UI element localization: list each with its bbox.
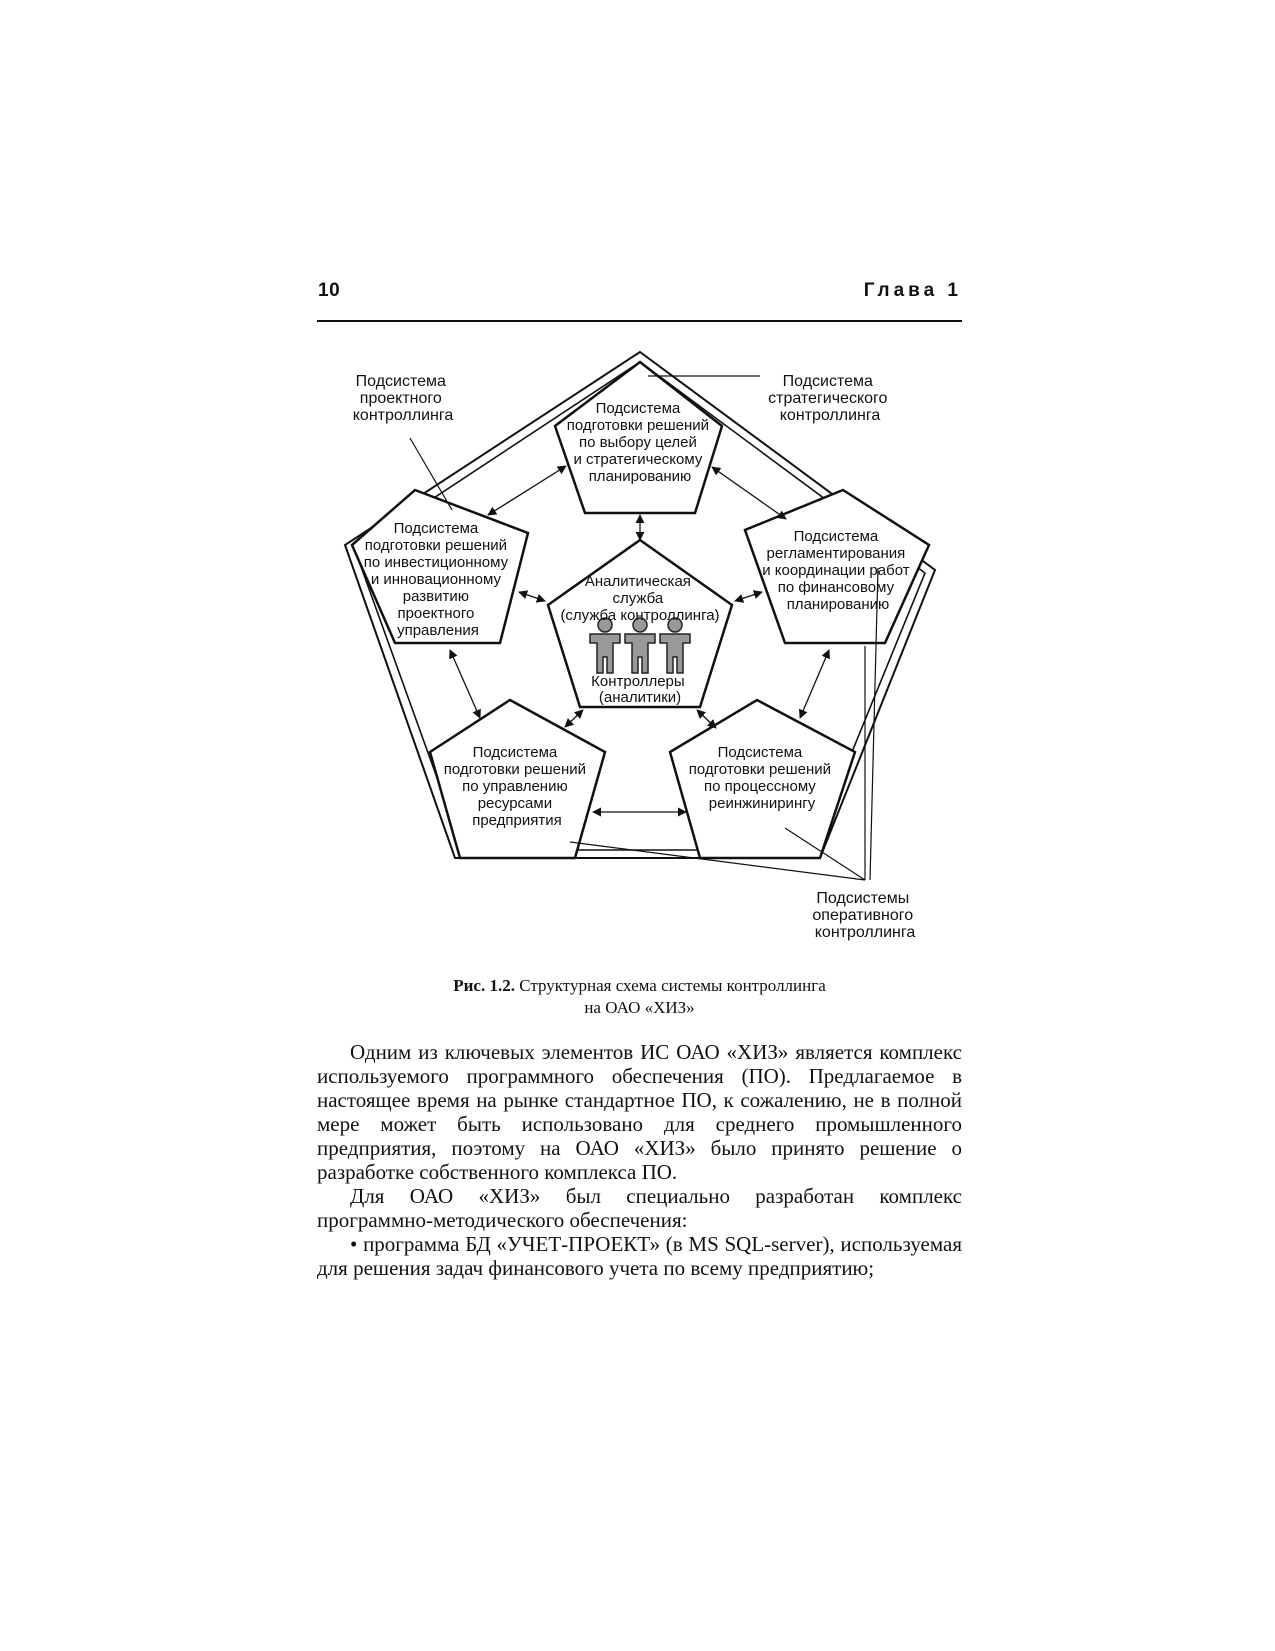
chapter-title: Глава 1 [863, 280, 962, 301]
arrow-left-bottomleft [450, 650, 480, 718]
node-top-label: Подсистема подготовки решений по выбору целей и стратегическому планированию [566, 400, 710, 485]
node-left-label: Подсистема подготовки решений по инвестиционному и инновационному развитию проектного управления [363, 520, 509, 639]
paragraph-1: Одним из ключевых элементов ИС ОАО «ХИЗ» является комплекс используемого программного обеспечения (ПО). Предлагаемое в настоящее время на рынке стандартное ПО, к сожалению, не в полной мере может быть использовано для среднего промышленного предприятия, поэтому на ОАО «ХИЗ» было принято решение о разработке собственного комплекса ПО. [317, 1040, 962, 1184]
node-bottom-right-label: Подсистема подготовки решений по процессному реинжинирингу [688, 744, 832, 812]
paragraph-2: Для ОАО «ХИЗ» был специально разработан комплекс программно-методического обеспечения: [317, 1184, 962, 1232]
arrow-top-right [712, 467, 786, 519]
node-right-label: Подсистема регламентирования и координации работ по финансовому планированию [762, 528, 910, 613]
paragraph-3: • программа БД «УЧЕТ-ПРОЕКТ» (в MS SQL-server), используемая для решения задач финансового учета по всему предприятию; [317, 1232, 962, 1280]
caption-line2: на ОАО «ХИЗ» [584, 998, 695, 1017]
caption-line1: Структурная схема системы контроллинга [514, 976, 826, 995]
arrow-right-center [735, 592, 762, 601]
node-center-title: Аналитическая служба (служба контроллинга) [560, 573, 720, 624]
label-project-controlling: Подсистема проектного контроллинга [352, 373, 454, 424]
arrow-left-center [519, 592, 545, 601]
arrow-right-bottomright [800, 650, 829, 718]
arrow-center-bottomleft [565, 710, 583, 727]
arrow-center-bottomright [697, 710, 716, 728]
label-strategic-controlling: Подсистема стратегического контроллинга [768, 373, 888, 424]
page-number: 10 [318, 280, 341, 301]
arrow-top-left [488, 466, 566, 515]
node-center-subtitle: Контроллеры (аналитики) [591, 673, 685, 706]
caption-label: Рис. 1.2. [453, 976, 515, 995]
figure-caption [317, 975, 962, 1019]
label-operational-controlling: Подсистемы оперативного контроллинга [812, 890, 916, 941]
body-text [317, 1040, 962, 1280]
node-bottom-left-label: Подсистема подготовки решений по управлению ресурсами предприятия [443, 744, 587, 829]
